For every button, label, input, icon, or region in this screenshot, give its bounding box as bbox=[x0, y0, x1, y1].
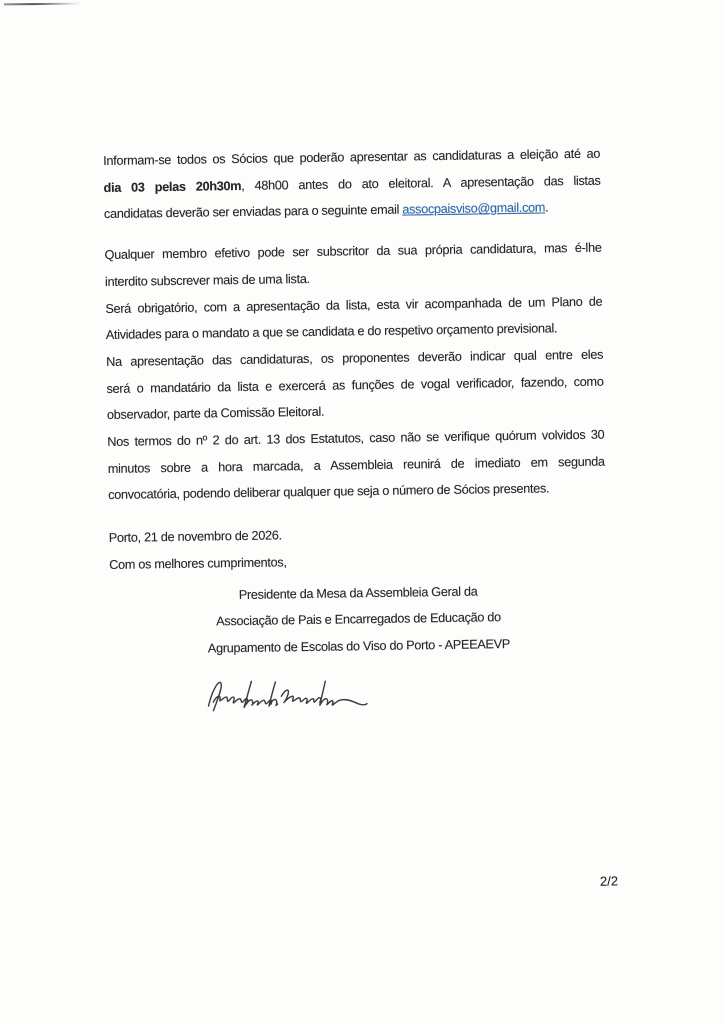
text-span: . bbox=[544, 200, 549, 215]
text-line: Nos termos do nº 2 do art. 13 dos Estatutos, caso não se verifique quórum volvidos 30 bbox=[107, 427, 605, 449]
handwritten-signature bbox=[195, 668, 378, 719]
text-line: minutos sobre a hora marcada, a Assembleia reunirá de imediato em segunda bbox=[107, 454, 605, 476]
email-link[interactable]: assocpaisviso@gmail.com bbox=[402, 200, 546, 217]
association-name-line: Associação de Pais e Encarregados de Educação do bbox=[216, 610, 501, 629]
regards-line: Com os melhores cumprimentos, bbox=[109, 555, 287, 572]
text-line: Qualquer membro efetivo pode ser subscritor da sua própria candidatura, mas é-lhe bbox=[104, 240, 602, 263]
text-line: será o mandatário da lista e exercerá as funções de vogal verificador, fazendo, como bbox=[106, 374, 604, 396]
text-line: Será obrigatório, com a apresentação da lista, esta vir acompanhada de um Plano de bbox=[105, 294, 603, 316]
text-line: Informam-se todos os Sócios que poderão apresentar as candidaturas a eleição até ao bbox=[103, 146, 601, 168]
scan-artifact-line bbox=[4, 3, 80, 5]
paragraph bbox=[106, 342, 604, 429]
text-span: candidatas deverão ser enviadas para o seguinte email bbox=[103, 202, 403, 222]
paragraph bbox=[107, 422, 605, 509]
signer-role-line: Presidente da Mesa da Assembleia Geral da bbox=[238, 584, 478, 602]
text-line: Atividades para o mandato a que se candidata e do respetivo orçamento previsional. bbox=[105, 321, 558, 343]
signature-ink-icon bbox=[195, 668, 378, 719]
paragraph bbox=[104, 235, 602, 296]
paragraph bbox=[103, 141, 601, 228]
text-line: Na apresentação das candidaturas, os proponentes deverão indicar qual entre eles bbox=[106, 347, 604, 369]
association-acronym-line: Agrupamento de Escolas do Viso do Porto - APEEAEVP bbox=[207, 636, 511, 656]
page-number: 2/2 bbox=[599, 873, 619, 889]
date-line: Porto, 21 de novembro de 2026. bbox=[108, 528, 282, 546]
signature-title-block bbox=[109, 576, 607, 663]
text-line: convocatória, podendo deliberar qualquer que seja o número de Sócios presentes. bbox=[108, 481, 550, 503]
text-span: , 48h00 antes do ato eleitoral. A apresentação das listas bbox=[241, 173, 601, 193]
text-line: observador, parte da Comissão Eleitoral. bbox=[106, 405, 325, 423]
letter-body bbox=[103, 141, 619, 889]
bold-deadline-text: dia 03 pelas 20h30m bbox=[103, 178, 242, 195]
paragraph bbox=[105, 288, 603, 349]
text-line: interdito subscrever mais de uma lista. bbox=[104, 271, 310, 289]
